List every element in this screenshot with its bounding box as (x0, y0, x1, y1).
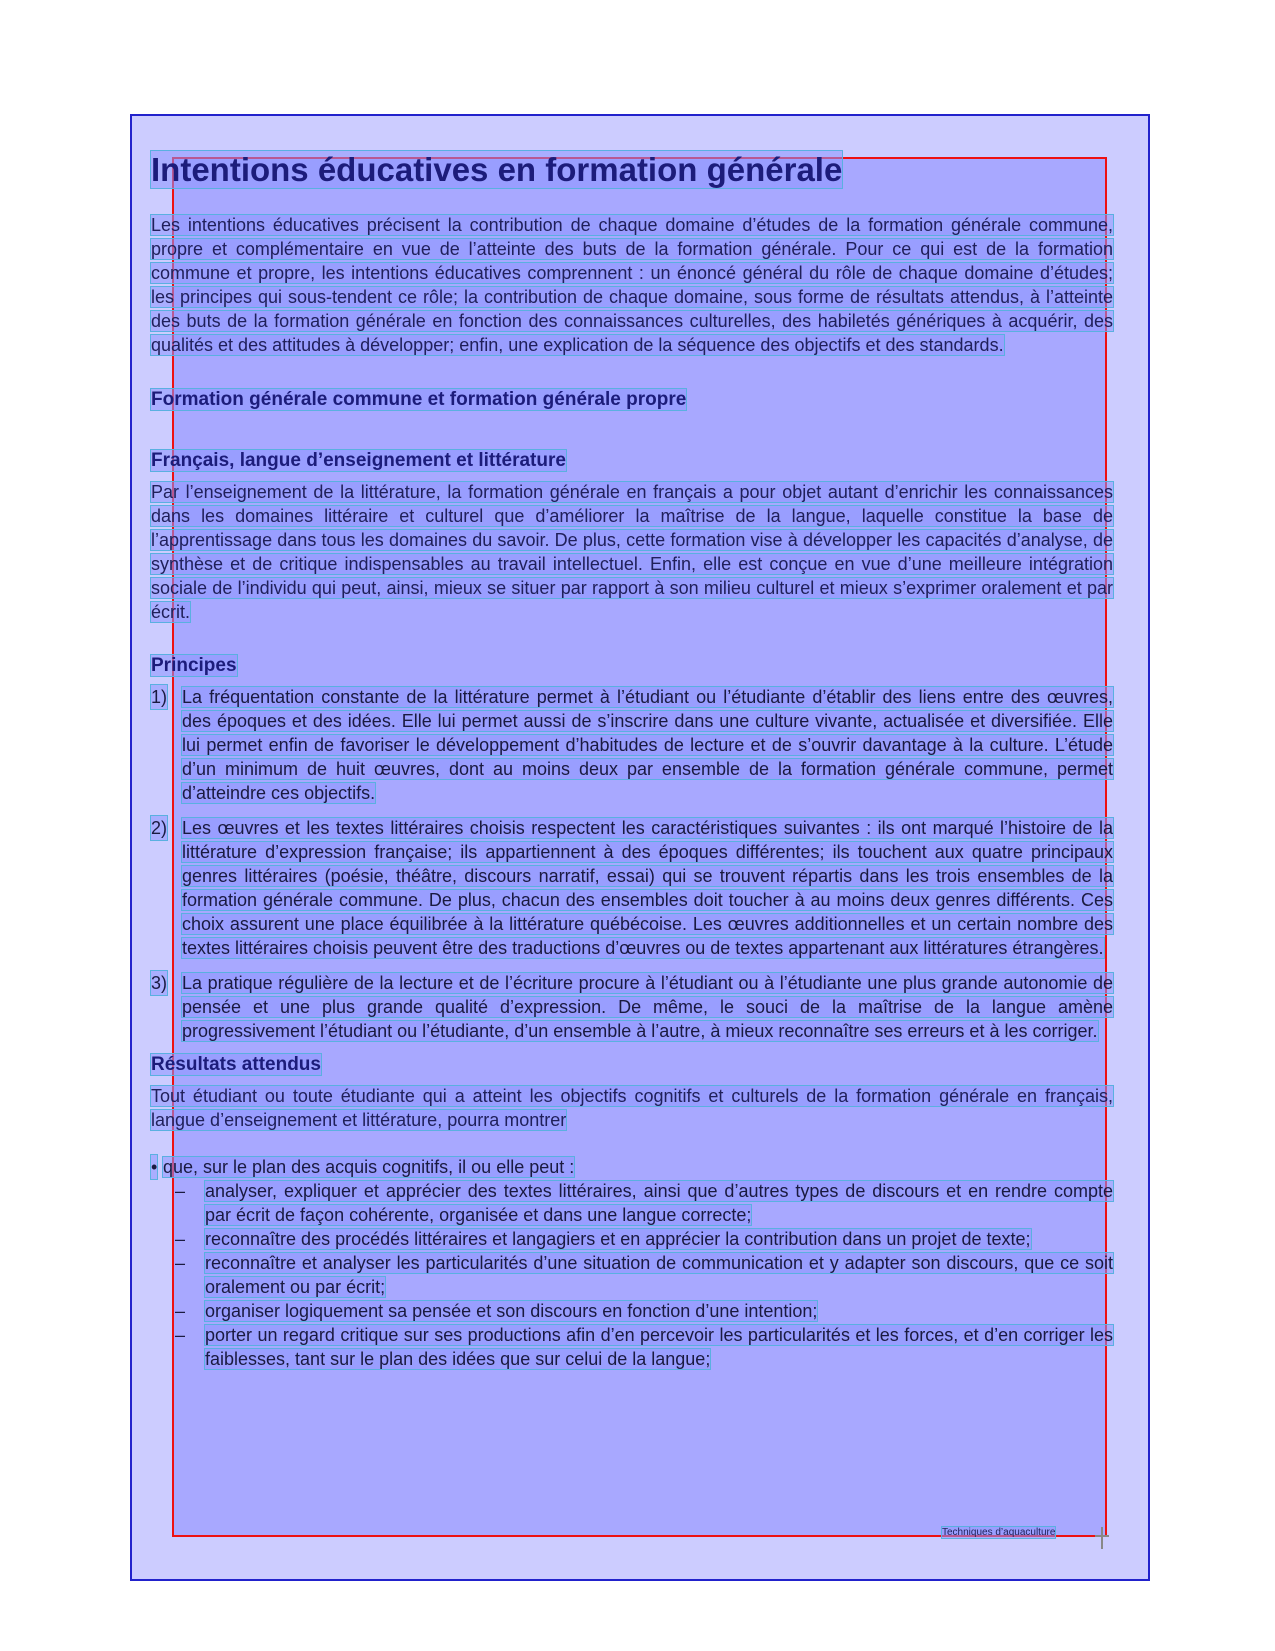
section-heading: Formation générale commune et formation générale propre (151, 389, 687, 410)
principle-item (151, 971, 1113, 1043)
intro-paragraph: Les intentions éducatives précisent la contribution de chaque domaine d’études de la formation générale commune, propre et complémentaire en vue de l’atteinte des buts de la formation générale. Pour ce qui est de la formation commune et propre, les intentions éducatives comprennent : un énoncé général du rôle de chaque domaine d’études; les principes qui sous-tendent ce rôle; la contribution de chaque domaine, sous forme de résultats attendus, à l’atteinte des buts de la formation générale en fonction des connaissances culturelles, des habiletés génériques à acquérir, des qualités et des attitudes à développer; enfin, une explication de la séquence des objectifs et des standards. (151, 215, 1113, 355)
crop-mark-icon (1095, 1527, 1109, 1549)
dash-marker: – (175, 1181, 186, 1201)
bullet-lead-text: que, sur le plan des acquis cognitifs, il ou elle peut : (163, 1157, 575, 1177)
dash-marker: – (175, 1325, 186, 1345)
principle-number: 1) (151, 687, 168, 707)
principle-text: Les œuvres et les textes littéraires choisis respectent les caractéristiques suivantes : ils ont marqué l’histoire de la littérature d’expression française; ils appartiennent à des époques différentes; ils touchent aux quatre principaux genres littéraires (poésie, théâtre, discours narratif, essai) qui se trouvent répartis dans les trois ensembles de la formation générale commune. De plus, chacun des ensembles doit toucher à au moins deux genres différents. Ces choix assurent une place équilibrée à la littérature québécoise. Les œuvres additionnelles et un certain nombre des textes littéraires choisis peuvent être des traductions d’œuvres ou de textes appartenant aux littératures étrangères. (182, 818, 1113, 958)
list-item: – analyser, expliquer et apprécier des textes littéraires, ainsi que d’autres types de discours et en rendre compte par écrit de façon cohérente, organisée et dans une langue correcte; (175, 1181, 1113, 1225)
dash-marker: – (175, 1229, 186, 1249)
principles-heading: Principes (151, 655, 237, 676)
list-item: – reconnaître des procédés littéraires et langagiers et en apprécier la contribution dans un projet de texte; (175, 1229, 1031, 1249)
results-paragraph: Tout étudiant ou toute étudiante qui a atteint les objectifs cognitifs et culturels de la formation générale en français, langue d’enseignement et littérature, pourra montrer (151, 1086, 1113, 1130)
bullet-marker: • (151, 1157, 158, 1177)
principle-item (151, 816, 1113, 960)
page-footer: Techniques d’aquaculture (942, 1527, 1056, 1538)
bullet-lead (151, 1155, 1113, 1179)
page-title: Intentions éducatives en formation générale (151, 151, 843, 188)
document-body (151, 150, 1113, 1371)
dash-marker: – (175, 1301, 186, 1321)
subsection-heading: Français, langue d’enseignement et littérature (151, 450, 566, 471)
results-heading: Résultats attendus (151, 1054, 321, 1075)
subsection-paragraph: Par l’enseignement de la littérature, la formation générale en français a pour objet autant d’enrichir les connaissances dans les domaines littéraire et culturel que d’améliorer la maîtrise de la langue, laquelle constitue la base de l’apprentissage dans tous les domaines du savoir. De plus, cette formation vise à développer les capacités d’analyse, de synthèse et de critique indispensables au travail intellectuel. Enfin, elle est conçue en vue d’une meilleure intégration sociale de l’individu qui peut, ainsi, mieux se situer par rapport à son milieu culturel et mieux s’exprimer oralement et par écrit. (151, 482, 1113, 622)
principles-list (151, 685, 1113, 1043)
principle-item (151, 685, 1113, 805)
principle-number: 3) (151, 973, 168, 993)
list-item: – reconnaître et analyser les particularités d’une situation de communication et y adapter son discours, que ce soit oralement ou par écrit; (175, 1253, 1113, 1297)
list-item: – porter un regard critique sur ses productions afin d’en percevoir les particularités et les forces, et d’en corriger les faiblesses, tant sur le plan des idées que sur celui de la langue; (175, 1325, 1113, 1369)
principle-text: La fréquentation constante de la littérature permet à l’étudiant ou l’étudiante d’établir des liens entre des œuvres, des époques et des idées. Elle lui permet aussi de s’inscrire dans une culture vivante, actualisée et diversifiée. Elle lui permet enfin de favoriser le développement d’habitudes de lecture et de s’ouvrir davantage à la culture. L’étude d’un minimum de huit œuvres, dont au moins deux par ensemble de la formation générale commune, permet d’atteindre ces objectifs. (182, 687, 1113, 803)
principle-number: 2) (151, 818, 168, 838)
list-item: – organiser logiquement sa pensée et son discours en fonction d’une intention; (175, 1301, 818, 1321)
outcomes-list (151, 1179, 1113, 1371)
principle-text: La pratique régulière de la lecture et de l’écriture procure à l’étudiant ou à l’étudiante une plus grande autonomie de pensée et une plus grande qualité d’expression. De même, le souci de la maîtrise de la langue amène progressivement l’étudiant ou l’étudiante, d’un ensemble à l’autre, à mieux reconnaître ses erreurs et à les corriger. (182, 973, 1113, 1041)
dash-marker: – (175, 1253, 186, 1273)
